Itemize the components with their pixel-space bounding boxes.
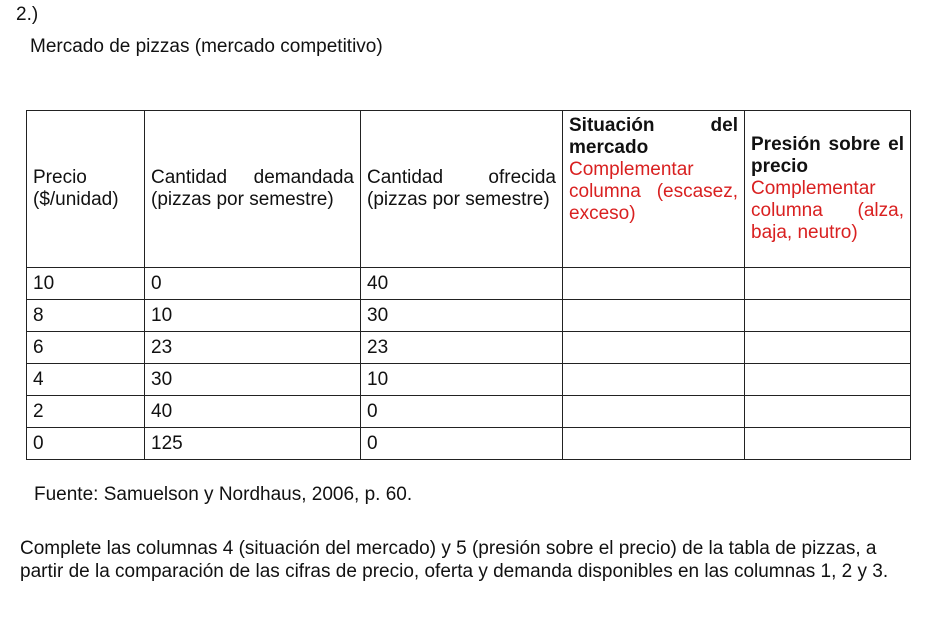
- cell-ofrecida: 30: [361, 300, 563, 332]
- cell-demandada: 30: [145, 364, 361, 396]
- cell-ofrecida: 10: [361, 364, 563, 396]
- table-row: [27, 300, 911, 332]
- cell-situacion[interactable]: [563, 300, 745, 332]
- cell-presion[interactable]: [745, 428, 911, 460]
- header-presion-instruction: Complementar columna (alza, baja, neutro): [751, 178, 904, 243]
- cell-presion[interactable]: [745, 332, 911, 364]
- table-row: [27, 364, 911, 396]
- header-precio: Precio ($/unidad): [27, 111, 145, 268]
- table-row: [27, 428, 911, 460]
- table-row: [27, 396, 911, 428]
- cell-demandada: 40: [145, 396, 361, 428]
- table-row: [27, 268, 911, 300]
- cell-demandada: 10: [145, 300, 361, 332]
- pizza-market-table: [26, 110, 911, 460]
- table-header-row: [27, 111, 911, 268]
- cell-ofrecida: 0: [361, 396, 563, 428]
- header-situacion-mercado: [563, 111, 745, 268]
- table-row: [27, 332, 911, 364]
- cell-demandada: 0: [145, 268, 361, 300]
- cell-precio: 8: [27, 300, 145, 332]
- header-presion-title: Presión sobre el precio: [751, 134, 904, 177]
- cell-presion[interactable]: [745, 396, 911, 428]
- cell-ofrecida: 0: [361, 428, 563, 460]
- cell-situacion[interactable]: [563, 364, 745, 396]
- question-number: 2.): [16, 4, 39, 25]
- header-presion-precio: [745, 111, 911, 268]
- source-note: Fuente: Samuelson y Nordhaus, 2006, p. 60.: [34, 484, 413, 505]
- cell-demandada: 125: [145, 428, 361, 460]
- cell-ofrecida: 40: [361, 268, 563, 300]
- cell-situacion[interactable]: [563, 396, 745, 428]
- cell-precio: 10: [27, 268, 145, 300]
- cell-situacion[interactable]: [563, 428, 745, 460]
- cell-precio: 0: [27, 428, 145, 460]
- cell-ofrecida: 23: [361, 332, 563, 364]
- cell-precio: 6: [27, 332, 145, 364]
- header-cantidad-demandada: Cantidad demandada (pizzas por semestre): [145, 111, 361, 268]
- header-situacion-instruction: Complementar columna (escasez, exceso): [569, 159, 738, 224]
- cell-precio: 4: [27, 364, 145, 396]
- header-cantidad-ofrecida: Cantidad ofrecida (pizzas por semestre): [361, 111, 563, 268]
- cell-presion[interactable]: [745, 268, 911, 300]
- cell-situacion[interactable]: [563, 332, 745, 364]
- cell-demandada: 23: [145, 332, 361, 364]
- header-situacion-title: Situación del mercado: [569, 115, 738, 158]
- cell-presion[interactable]: [745, 300, 911, 332]
- section-title: Mercado de pizzas (mercado competitivo): [30, 36, 383, 57]
- cell-presion[interactable]: [745, 364, 911, 396]
- instructions-paragraph: Complete las columnas 4 (situación del mercado) y 5 (presión sobre el precio) de la tabla de pizzas, a partir de la comparación de las cifras de precio, oferta y demanda disponibles en las columnas 1, 2 y 3.: [20, 538, 889, 582]
- cell-situacion[interactable]: [563, 268, 745, 300]
- cell-precio: 2: [27, 396, 145, 428]
